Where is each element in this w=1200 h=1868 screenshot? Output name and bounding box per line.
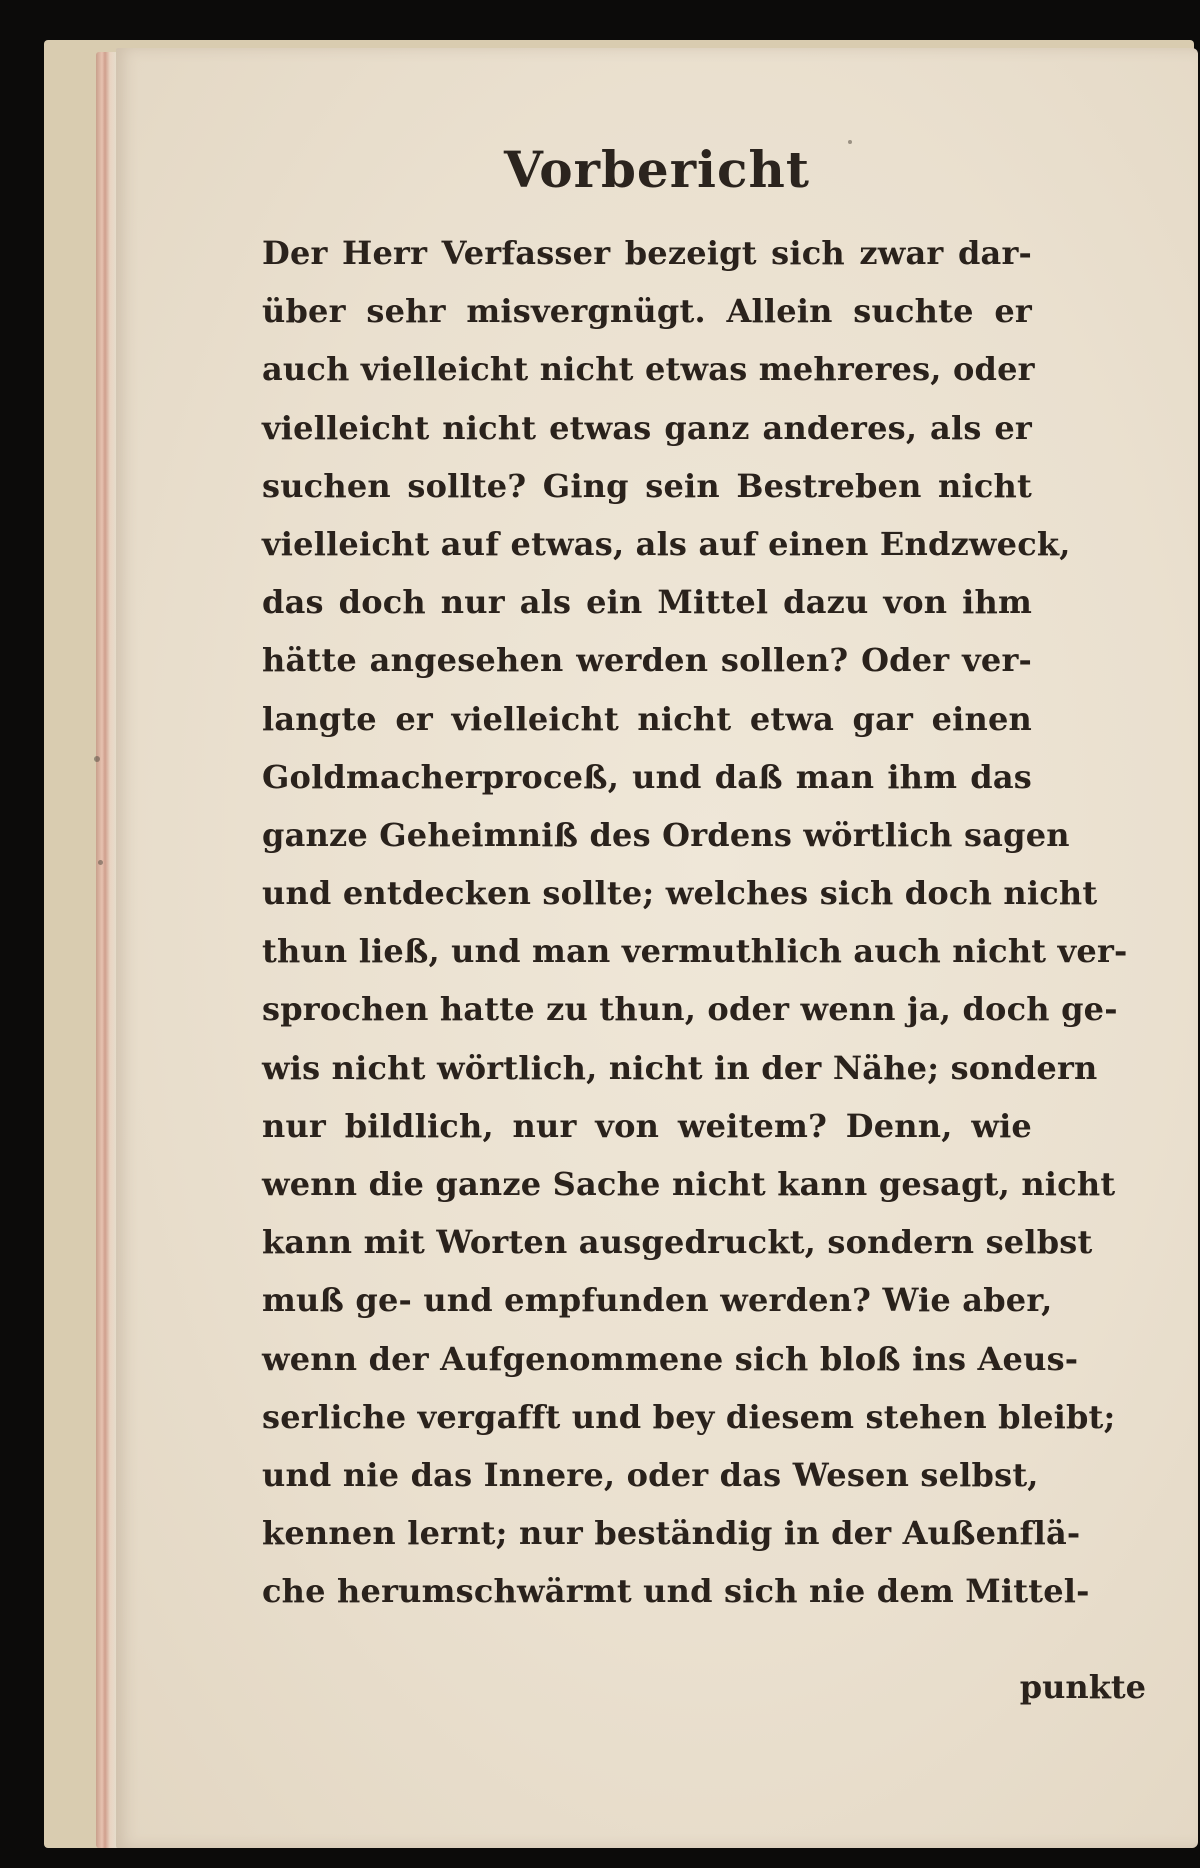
text-line: kennen lernt; nur beständig in der Außenflä-	[262, 1514, 1081, 1553]
text-line: kann mit Worten ausgedruckt, sondern selbst	[262, 1223, 1093, 1262]
text-line: wenn der Aufgenommene sich bloß ins Aeus-	[262, 1339, 1079, 1378]
text-line: wis nicht wörtlich, nicht in der Nähe; sondern	[262, 1048, 1098, 1087]
text-line: vielleicht auf etwas, als auf einen Endzweck,	[262, 524, 1071, 563]
text-line: muß ge- und empfunden werden? Wie aber,	[262, 1281, 1053, 1320]
text-line: langte er vielleicht nicht etwa gar einen	[262, 699, 1032, 738]
text-line: auch vielleicht nicht etwas mehreres, oder	[262, 350, 1035, 389]
ink-speck	[94, 756, 100, 762]
text-line: über sehr misvergnügt. Allein suchte er	[262, 292, 1032, 331]
running-head: Vorbericht	[504, 140, 810, 199]
text-line: Goldmacherproceß, und daß man ihm das	[262, 757, 1032, 796]
text-line: suchen sollte? Ging sein Bestreben nicht	[262, 466, 1032, 505]
body-text	[262, 224, 1128, 1621]
catchword: punkte	[1019, 1668, 1146, 1706]
text-line: serliche vergafft und bey diesem stehen bleibt;	[262, 1397, 1116, 1436]
text-line: Der Herr Verfasser bezeigt sich zwar dar-	[262, 234, 1032, 272]
text-line: che herumschwärmt und sich nie dem Mittel-	[262, 1572, 1090, 1611]
text-line: wenn die ganze Sache nicht kann gesagt, nicht	[262, 1165, 1116, 1203]
text-line: das doch nur als ein Mittel dazu von ihm	[262, 583, 1032, 622]
text-line: und nie das Innere, oder das Wesen selbst,	[262, 1455, 1039, 1494]
text-line: nur bildlich, nur von weitem? Denn, wie	[262, 1106, 1032, 1145]
book-page	[116, 48, 1198, 1848]
ink-speck	[98, 860, 103, 865]
text-line: hätte angesehen werden sollen? Oder ver-	[262, 641, 1032, 680]
text-line: thun ließ, und man vermuthlich auch nicht ver-	[262, 932, 1128, 971]
text-line: vielleicht nicht etwas ganz anderes, als er	[262, 408, 1032, 447]
text-line: und entdecken sollte; welches sich doch nicht	[262, 874, 1098, 913]
text-line: sprochen hatte zu thun, oder wenn ja, doch ge-	[262, 990, 1118, 1029]
text-line: ganze Geheimniß des Ordens wörtlich sagen	[262, 815, 1070, 854]
